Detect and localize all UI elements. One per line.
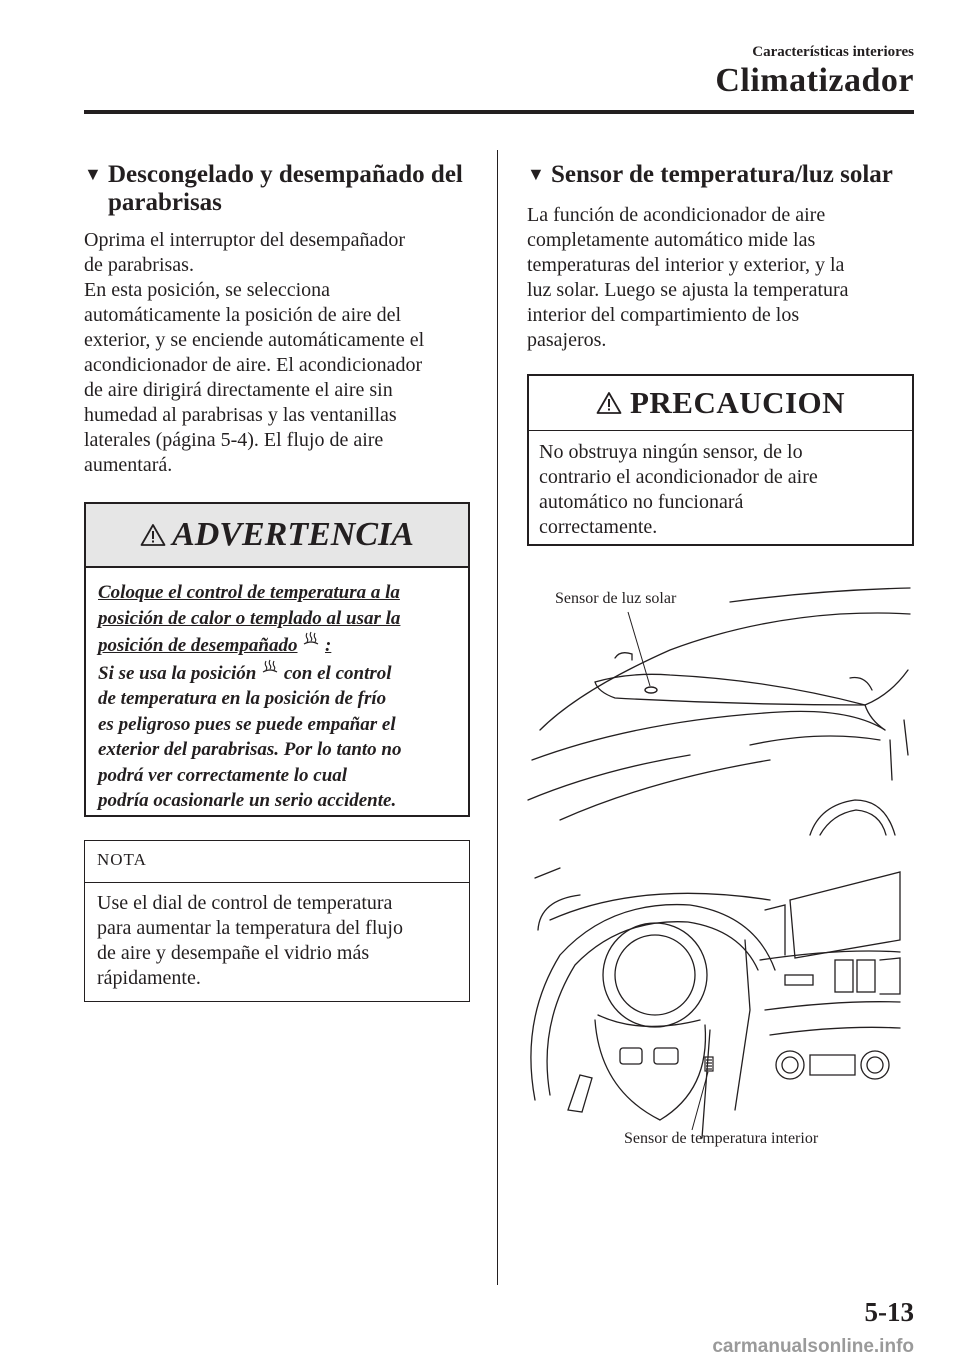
triangle-bullet-icon: ▼ — [84, 164, 102, 184]
windshield-defrost-icon — [302, 631, 320, 647]
defrost-paragraph: Oprima el interruptor del desempañador de parabrisas. En esta posición, se selecciona automáticamente la posición de aire del exterior, y se enciende automáticamente el acondicionador de aire. El acondicionador de aire dirigirá directamente el aire sin humedad al parabrisas y las ventanillas laterales (página 5-4). El flujo de aire aumentará. — [84, 229, 425, 476]
warning-label: ADVERTENCIA — [172, 516, 414, 553]
warning-triangle-icon — [140, 523, 166, 547]
temperature-sensor-callout: Sensor de temperatura interior — [624, 1130, 819, 1147]
section-title-defrost: ▼ Descongelado y desempañado del parabrisas — [84, 161, 463, 216]
watermark: carmanualsonline.info — [712, 1336, 914, 1357]
sun-sensor-illustration — [520, 580, 920, 840]
caution-triangle-icon — [596, 391, 622, 415]
column-divider — [497, 150, 498, 1285]
caution-box — [527, 374, 914, 546]
warning-header — [86, 504, 468, 568]
windshield-defrost-icon — [261, 659, 279, 675]
caution-label: PRECAUCION — [629, 385, 846, 420]
note-label: NOTA — [85, 841, 469, 883]
note-box — [84, 840, 470, 1002]
section-title-sensor: ▼ Sensor de temperatura/luz solar — [527, 161, 893, 188]
page-title: Climatizador — [715, 62, 914, 99]
caution-text: No obstruya ningún sensor, de lo contrario el acondicionador de aire automático no funcionará correctamente. — [539, 441, 818, 538]
triangle-bullet-icon: ▼ — [527, 164, 545, 184]
chapter-heading: Características interiores — [752, 44, 914, 60]
warning-text: Coloque el control de temperatura a la posición de calor o templado al usar la posición de desempañado : Si se usa la posición con el control de temperatura en la posición de frío es peligroso pues se puede empañar el exterior del parabrisas. Por lo tanto no podrá ver correctamente lo cual podría ocasionarle un serio accidente. — [98, 582, 402, 811]
interior-sensor-illustration — [520, 860, 920, 1140]
warning-box — [84, 502, 470, 817]
sensor-paragraph: La función de acondicionador de aire completamente automático mide las temperaturas del interior y exterior, y la luz solar. Luego se ajusta la temperatura interior del compartimiento de los pasajeros. — [527, 204, 849, 351]
note-text: Use el dial de control de temperatura para aumentar la temperatura del flujo de aire y desempañe el vidrio más rápidamente. — [97, 892, 403, 989]
header-divider — [84, 110, 914, 114]
page-number: 5-13 — [864, 1297, 914, 1327]
sun-sensor-callout: Sensor de luz solar — [555, 590, 677, 607]
caution-header — [529, 376, 912, 431]
